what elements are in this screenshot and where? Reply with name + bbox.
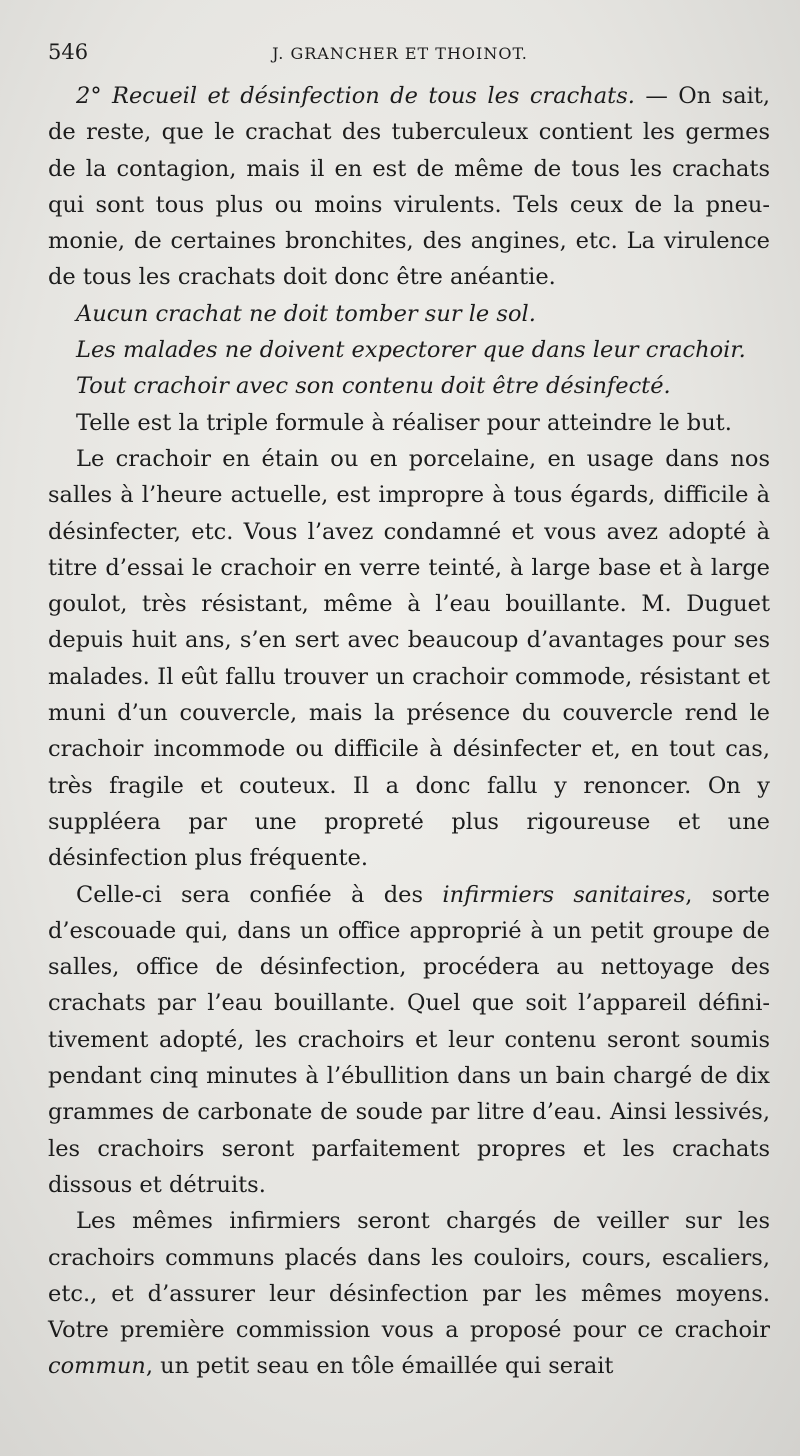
section-heading: 2° Recueil et désinfection de tous les crachats.	[76, 83, 635, 109]
paragraph-text: , sorte d’escouade qui, dans un office approprié à un petit groupe de salles, office de désinfection, procédera au nettoyage des crachats par l’eau bouillante. Quel que soit l’appareil définitivement adopté, les crachoirs et leur contenu seront soumis pendant cinq minutes à l’ébullition dans un bain chargé de dix grammes de carbonate de soude par litre d’eau. Ainsi lessivés, les crachoirs seront parfaitement propres et les crachats dissous et détruits.	[48, 881, 770, 1198]
paragraph-text: , un petit seau en tôle émaillée qui serait	[145, 1353, 614, 1380]
rule-line: Les malades ne doivent expectorer que dans leur crachoir.	[76, 337, 746, 364]
paragraph	[48, 1203, 770, 1384]
paragraph	[48, 877, 770, 1204]
paragraph: Le crachoir en étain ou en porcelaine, en usage dans nos salles à l’heure actuelle, est impropre à tous égards, difficile à désinfecter, etc. Vous l’avez condamné et vous avez adopté à titre d’essai le crachoir en verre teinté, à large base et à large goulot, très résistant, même à l’eau bouillante. M. Duguet depuis huit ans, s’en sert avec beaucoup d’avantages pour ses malades. Il eût fallu trouver un crachoir commode, résistant et muni d’un couvercle, mais la présence du couvercle rend le crachoir incommode ou difficile à désinfecter et, en tout cas, très fragile et couteux. Il a donc fallu y renoncer. On y suppléera par une propreté plus rigoureuse et une désinfection plus fréquente.	[48, 445, 770, 872]
running-head: J. GRANCHER ET THOINOT.	[272, 44, 528, 63]
page-number: 546	[48, 40, 89, 64]
paragraph-text: Les mêmes infirmiers seront chargés de veiller sur les crachoirs communs placés dans les couloirs, cours, escaliers, etc., et d’assurer leur désinfection par les mêmes moyens. Votre première commission vous a proposé pour ce crachoir	[48, 1208, 770, 1344]
paragraph	[48, 78, 770, 296]
body-text	[48, 78, 770, 1385]
paragraph-text: — On sait, de reste, que le crachat des tuberculeux contient les germes de la contagion, mais il en est de même de tous les crachats qui sont tous plus ou moins virulents. Tels ceux de la pneumonie, de certaines bronchites, des angines, etc. La virulence de tous les crachats doit donc être anéantie.	[48, 83, 770, 291]
paragraph-text: Celle-ci sera confiée à des	[76, 881, 443, 908]
rule-line: Aucun crachat ne doit tomber sur le sol.	[76, 300, 536, 327]
rule-line: Tout crachoir avec son contenu doit être désinfecté.	[76, 373, 671, 400]
page-header	[48, 40, 752, 70]
emphasis: commun	[48, 1353, 146, 1380]
paragraph: Telle est la triple formule à réaliser pour atteindre le but.	[76, 409, 732, 436]
emphasis: infirmiers sanitaires	[442, 881, 686, 908]
